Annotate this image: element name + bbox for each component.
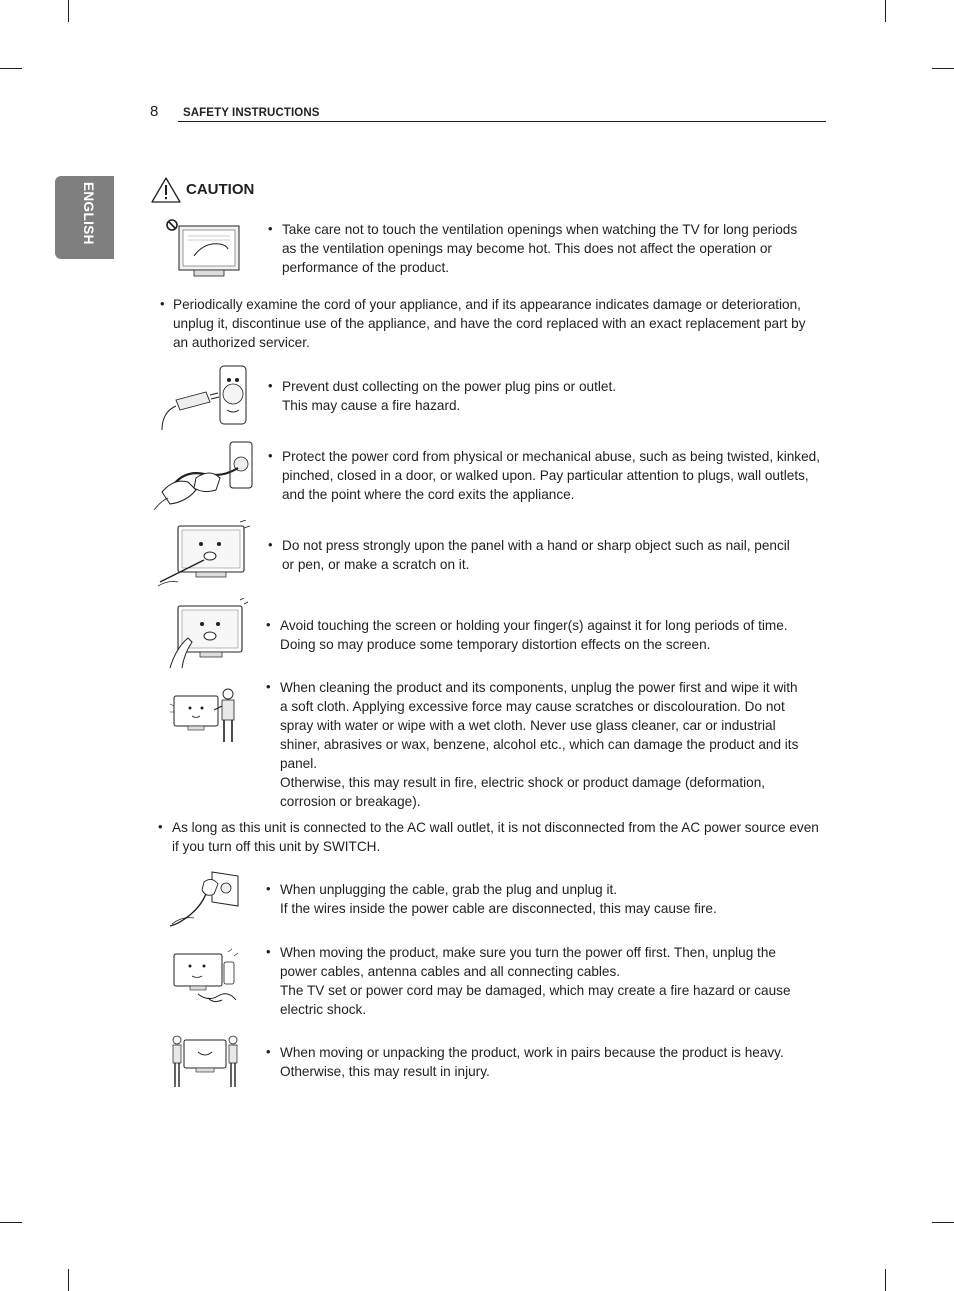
item-text: This may cause a fire hazard. <box>282 398 461 413</box>
page-number: 8 <box>150 103 159 120</box>
header-rule <box>178 121 826 122</box>
crop-mark <box>885 1269 886 1291</box>
item-text: When unplugging the cable, grab the plug and unplug it. <box>280 882 618 897</box>
tv-cables-illustration <box>168 948 242 1008</box>
caution-item <box>280 678 804 811</box>
caution-item <box>280 880 810 918</box>
bullet: • <box>266 881 271 896</box>
tv-touch-screen-illustration <box>166 598 248 670</box>
tv-press-panel-illustration <box>156 520 252 588</box>
item-text: As long as this unit is connected to the AC wall outlet, it is not disconnected from the AC power source even if you turn off this unit by SWITCH. <box>172 820 819 854</box>
tv-cleaning-illustration <box>168 686 242 746</box>
bullet: • <box>158 819 163 834</box>
warning-triangle-icon <box>150 176 182 204</box>
crop-mark <box>932 1222 954 1223</box>
item-text: The TV set or power cord may be damaged, which may create a fire hazard or cause electric shock. <box>280 983 791 1017</box>
caution-item <box>280 1043 820 1081</box>
item-text: Take care not to touch the ventilation openings when watching the TV for long periods as the ventilation openings may become hot. This does not affect the operation or performance of the product. <box>282 222 798 275</box>
bullet: • <box>268 537 273 552</box>
item-text: Avoid touching the screen or holding your finger(s) against it for long periods of time. Doing so may produce some temporary distortion effects on the screen. <box>280 618 788 652</box>
crop-mark <box>885 0 886 22</box>
language-tab <box>55 176 114 259</box>
item-text: Otherwise, this may result in injury. <box>280 1064 490 1079</box>
bullet: • <box>266 679 271 694</box>
item-text: Prevent dust collecting on the power plug pins or outlet. <box>282 379 617 394</box>
bullet: • <box>266 617 271 632</box>
caution-item <box>282 447 820 504</box>
bullet: • <box>266 1044 271 1059</box>
bullet: • <box>268 448 273 463</box>
bullet: • <box>266 944 271 959</box>
caution-item <box>280 943 812 1019</box>
crop-mark <box>0 68 22 69</box>
crop-mark <box>932 68 954 69</box>
crop-mark <box>0 1222 22 1223</box>
caution-label: CAUTION <box>186 181 255 198</box>
crop-mark <box>68 0 69 22</box>
caution-item <box>173 295 813 352</box>
caution-item <box>280 616 822 654</box>
bullet: • <box>268 378 273 393</box>
cord-abuse-illustration <box>152 440 256 512</box>
item-text: Protect the power cord from physical or mechanical abuse, such as being twisted, kinked, pinched, closed in a door, or walked upon. Pay particular attention to plugs, wall outlets, and the point where the cord exits the appliance. <box>282 449 820 502</box>
item-text: Do not press strongly upon the panel with a hand or sharp object such as nail, pencil or pen, or make a scratch on it. <box>282 538 790 572</box>
carry-tv-illustration <box>170 1034 240 1090</box>
item-text: When moving or unpacking the product, work in pairs because the product is heavy. <box>280 1045 784 1060</box>
caution-item <box>172 818 822 856</box>
language-tab-label: ENGLISH <box>81 182 96 245</box>
tv-ventilation-illustration <box>164 216 244 284</box>
bullet: • <box>268 221 273 236</box>
plug-outlet-illustration <box>156 362 252 432</box>
unplug-cable-illustration <box>168 868 242 930</box>
caution-item <box>282 377 812 415</box>
caution-item <box>282 536 792 574</box>
crop-mark <box>68 1269 69 1291</box>
item-text: When cleaning the product and its components, unplug the power first and wipe it with a soft cloth. Applying excessive force may cause scratches or discolouration. Do not spray with water or wipe with a wet cloth. Never use glass cleaner, car or industrial shiner, abrasives or wax, benzene, alcohol etc., which can damage the product and its panel. <box>280 680 799 771</box>
item-text: If the wires inside the power cable are disconnected, this may cause fire. <box>280 901 717 916</box>
item-text: When moving the product, make sure you turn the power off first. Then, unplug the power cables, antenna cables and all connecting cables. <box>280 945 776 979</box>
section-title: SAFETY INSTRUCTIONS <box>183 107 320 119</box>
item-text: Otherwise, this may result in fire, electric shock or product damage (deformation, corrosion or breakage). <box>280 775 766 809</box>
bullet: • <box>160 296 165 311</box>
caution-item <box>282 220 802 277</box>
item-text: Periodically examine the cord of your appliance, and if its appearance indicates damage or deterioration, unplug it, discontinue use of the appliance, and have the cord replaced with an exact replacement part by an authorized servicer. <box>173 297 806 350</box>
